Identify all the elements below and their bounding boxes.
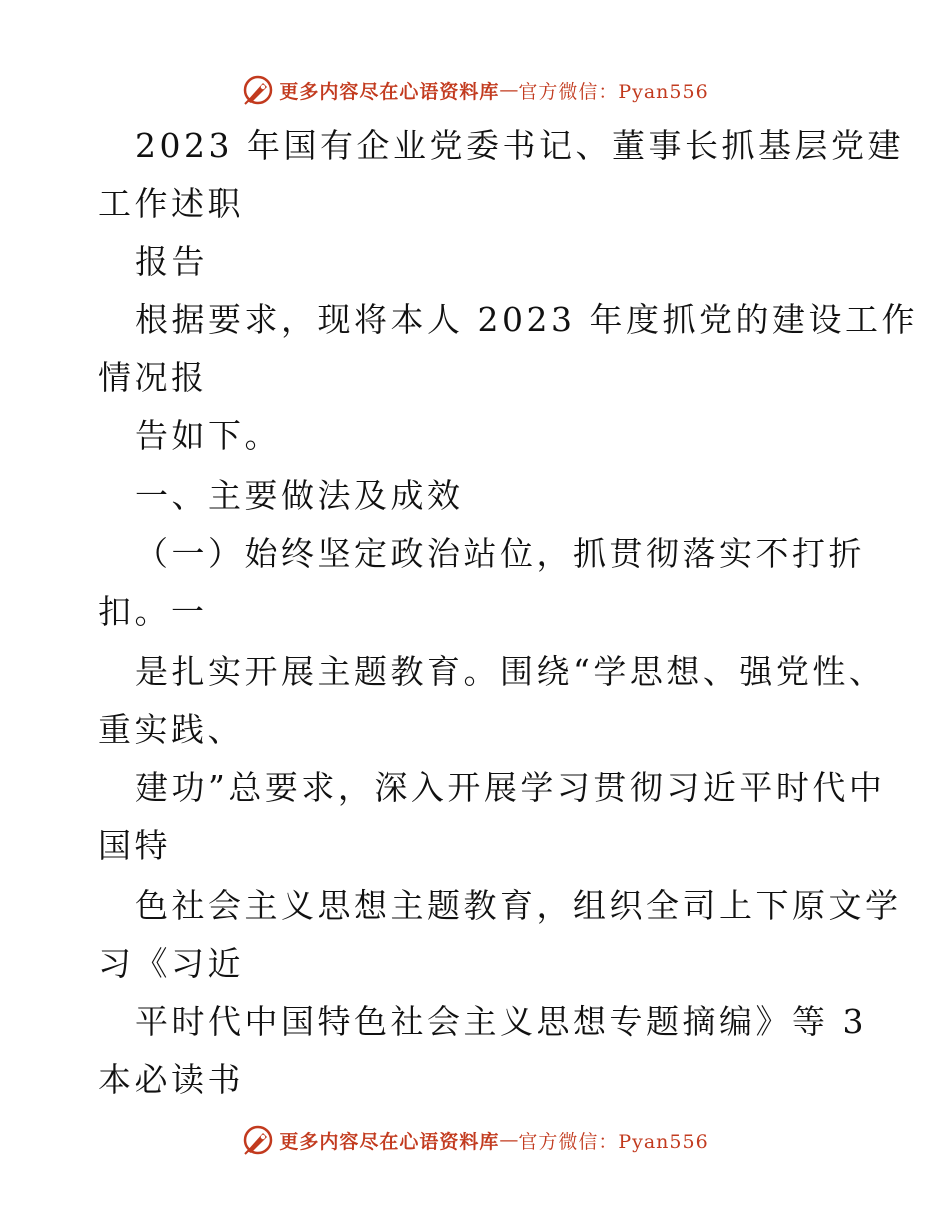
- paragraph-line: 建功”总要求，深入开展学习贯彻习近平时代中: [135, 768, 886, 807]
- banner-text: 更多内容尽在心语资料库: [279, 1130, 500, 1153]
- title-line-1: 2023 年国有企业党委书记、董事长抓基层党建: [135, 126, 904, 165]
- paragraph-line: 平时代中国特色社会主义思想专题摘编》等 3: [135, 1002, 867, 1041]
- pen-nib-logo-icon: [241, 73, 275, 107]
- subsection-heading: （一）始终坚定政治站位，抓贯彻落实不打折: [135, 534, 865, 573]
- header-banner: [0, 70, 950, 110]
- title-line-3: 报告: [135, 242, 208, 281]
- paragraph-line: 是扎实开展主题教育。围绕“学思想、强党性、: [135, 652, 886, 691]
- paragraph-line: 根据要求，现将本人 2023 年度抓党的建设工作: [135, 300, 918, 339]
- pen-nib-logo-icon: [241, 1123, 275, 1157]
- paragraph-line: 色社会主义思想主题教育，组织全司上下原文学: [135, 886, 902, 925]
- banner-dash: —: [499, 79, 519, 101]
- section-heading: 一、主要做法及成效: [135, 476, 464, 515]
- title-line-2: 工作述职: [98, 184, 244, 223]
- paragraph-line: 习《习近: [98, 944, 244, 983]
- paragraph-line: 国特: [98, 826, 171, 865]
- banner-contact: 官方微信：Pyan556: [518, 80, 709, 103]
- footer-banner: [0, 1120, 950, 1160]
- paragraph-line: 告如下。: [135, 416, 281, 455]
- paragraph-line: 情况报: [98, 358, 208, 397]
- banner-text: 更多内容尽在心语资料库: [279, 80, 500, 103]
- paragraph-line: 重实践、: [98, 710, 244, 749]
- banner-dash: —: [499, 1129, 519, 1151]
- banner-contact: 官方微信：Pyan556: [518, 1130, 709, 1153]
- paragraph-line: 本必读书: [98, 1060, 244, 1099]
- paragraph-line: 扣。一: [98, 592, 208, 631]
